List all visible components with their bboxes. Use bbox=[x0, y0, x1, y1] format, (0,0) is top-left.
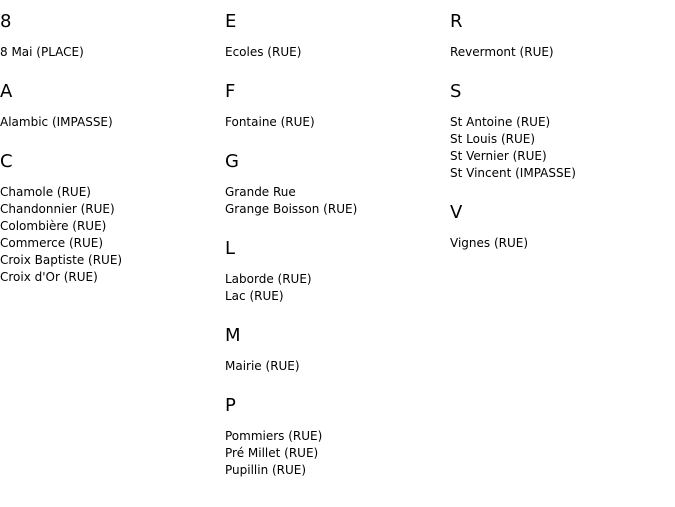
letter-group bbox=[0, 78, 220, 131]
street-link[interactable]: St Antoine (RUE) bbox=[450, 115, 551, 129]
street-column bbox=[225, 8, 445, 496]
street-link[interactable]: Chamole (RUE) bbox=[0, 185, 91, 199]
letter-heading: 8 bbox=[0, 11, 12, 32]
street-list bbox=[0, 184, 220, 286]
letter-heading: R bbox=[450, 11, 463, 32]
letter-group bbox=[0, 8, 220, 61]
street-list bbox=[225, 184, 445, 218]
street-list bbox=[0, 44, 220, 61]
street-link[interactable]: Vignes (RUE) bbox=[450, 236, 529, 250]
letter-heading: S bbox=[450, 81, 462, 102]
letter-heading: C bbox=[0, 151, 13, 172]
letter-group bbox=[450, 199, 670, 252]
street-list bbox=[0, 114, 220, 131]
street-link[interactable]: Pré Millet (RUE) bbox=[225, 446, 319, 460]
street-link[interactable]: Lac (RUE) bbox=[225, 289, 284, 303]
street-list bbox=[450, 44, 670, 61]
street-link[interactable]: Laborde (RUE) bbox=[225, 272, 312, 286]
letter-group bbox=[225, 148, 445, 218]
street-list bbox=[450, 235, 670, 252]
street-list bbox=[450, 114, 670, 182]
letter-group bbox=[0, 148, 220, 286]
street-list bbox=[225, 114, 445, 131]
street-link[interactable]: Chandonnier (RUE) bbox=[0, 202, 115, 216]
street-link[interactable]: 8 Mai (PLACE) bbox=[0, 45, 84, 59]
letter-group bbox=[225, 235, 445, 305]
letter-heading: A bbox=[0, 81, 13, 102]
letter-heading: E bbox=[225, 11, 237, 32]
letter-heading: L bbox=[225, 238, 236, 259]
street-link[interactable]: Grange Boisson (RUE) bbox=[225, 202, 358, 216]
street-link[interactable]: Mairie (RUE) bbox=[225, 359, 300, 373]
letter-group bbox=[225, 392, 445, 479]
street-list bbox=[225, 271, 445, 305]
street-link[interactable]: St Louis (RUE) bbox=[450, 132, 536, 146]
letter-heading: V bbox=[450, 202, 463, 223]
street-list bbox=[225, 44, 445, 61]
letter-group bbox=[225, 8, 445, 61]
letter-heading: M bbox=[225, 325, 241, 346]
letter-group bbox=[450, 78, 670, 182]
street-list bbox=[225, 358, 445, 375]
letter-group bbox=[225, 322, 445, 375]
street-column bbox=[0, 8, 220, 303]
letter-group bbox=[225, 78, 445, 131]
street-link[interactable]: Colombière (RUE) bbox=[0, 219, 107, 233]
street-link[interactable]: Ecoles (RUE) bbox=[225, 45, 302, 59]
letter-group bbox=[450, 8, 670, 61]
street-link[interactable]: Fontaine (RUE) bbox=[225, 115, 315, 129]
letter-heading: F bbox=[225, 81, 236, 102]
street-link[interactable]: St Vernier (RUE) bbox=[450, 149, 547, 163]
street-link[interactable]: Grande Rue bbox=[225, 185, 296, 199]
letter-heading: P bbox=[225, 395, 236, 416]
street-link[interactable]: St Vincent (IMPASSE) bbox=[450, 166, 576, 180]
street-link[interactable]: Croix d'Or (RUE) bbox=[0, 270, 98, 284]
street-link[interactable]: Pommiers (RUE) bbox=[225, 429, 323, 443]
street-link[interactable]: Commerce (RUE) bbox=[0, 236, 104, 250]
street-list bbox=[225, 428, 445, 479]
street-link[interactable]: Alambic (IMPASSE) bbox=[0, 115, 113, 129]
street-link[interactable]: Croix Baptiste (RUE) bbox=[0, 253, 123, 267]
street-link[interactable]: Revermont (RUE) bbox=[450, 45, 554, 59]
street-column bbox=[450, 8, 670, 269]
letter-heading: G bbox=[225, 151, 239, 172]
street-link[interactable]: Pupillin (RUE) bbox=[225, 463, 307, 477]
